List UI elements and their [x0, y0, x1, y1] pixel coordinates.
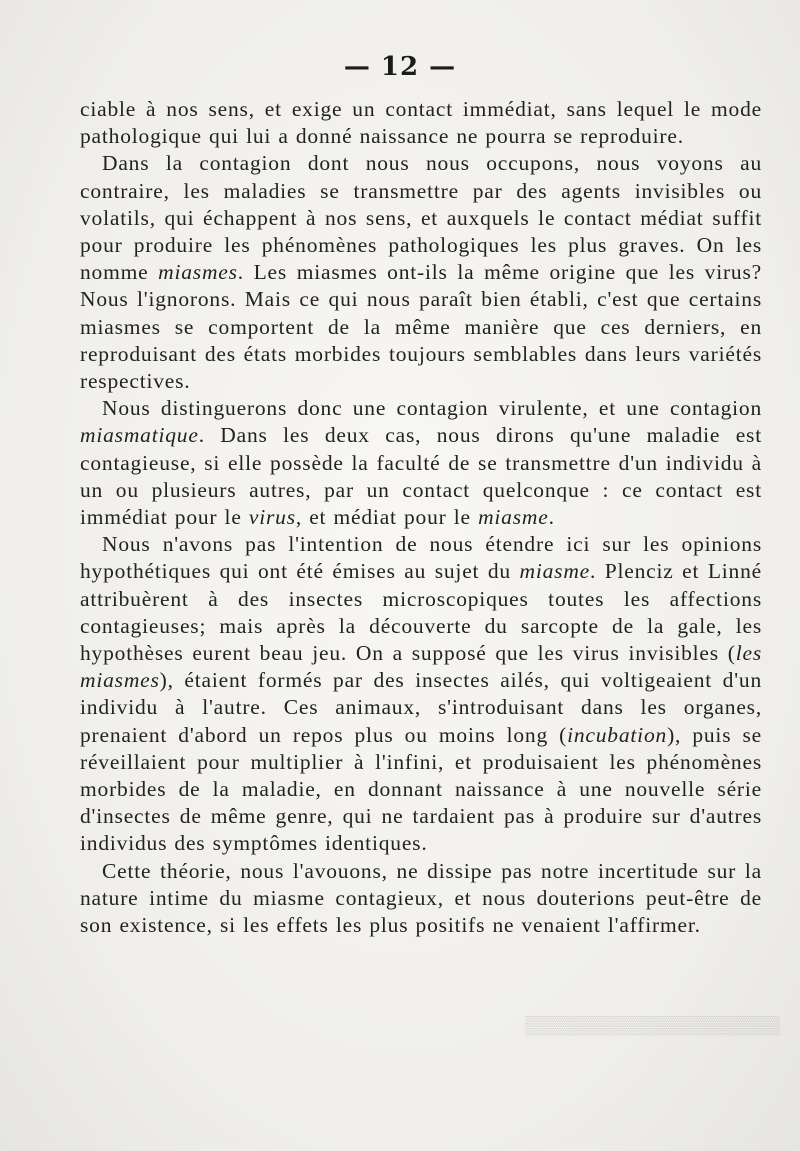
text-run: .: [548, 505, 555, 530]
text-run: , et médiat pour le: [295, 505, 479, 530]
paragraph: [80, 395, 762, 531]
italic-term: miasme: [519, 559, 591, 584]
text-run: . Les miasmes ont-ils la même origine que les virus? Nous l'ignorons. Mais ce qui nous paraît bien établi, c'est que certains miasmes se comportent de la même manière que ces derniers, en reproduisant des états morbides toujours semblables dans leurs variétés respectives.: [80, 260, 762, 394]
paragraph: [80, 150, 762, 395]
body-text: [80, 96, 762, 939]
text-run: Dans la contagion dont nous nous occupons, nous voyons au contraire, les maladies se transmettre par des agents invisibles ou volatils, qui échappent à nos sens, et auxquels le contact médiat suffit pour produire les phénomènes pathologiques les plus graves. On les nomme: [80, 151, 762, 285]
text-run: Nous n'avons pas l'intention de nous étendre ici sur les opinions hypothétiques qui ont été émises au sujet du: [80, 532, 762, 584]
italic-term: miasmatique: [80, 423, 199, 448]
text-run: ciable à nos sens, et exige un contact immédiat, sans lequel le mode pathologique qui lui a donné naissance ne pourra se reproduire.: [80, 97, 762, 149]
page-number: — 12 —: [343, 52, 457, 82]
text-run: ), puis se réveillaient pour multiplier à l'infini, et produisaient les phénomènes morbides de la maladie, en donnant naissance à une nouvelle série d'insectes de même genre, qui ne tardaient pas à produire sur d'autres individus des symptômes identiques.: [80, 722, 762, 856]
italic-term: virus: [248, 505, 296, 530]
italic-term: incubation: [567, 722, 668, 747]
paragraph: [80, 858, 762, 940]
paragraph: [80, 96, 762, 150]
text-run: . Plenciz et Linné attribuèrent à des insectes microscopiques toutes les affections contagieuses; mais après la découverte du sarcopte de la gale, les hypothèses eurent beau jeu. On a supposé que les virus invisibles (: [80, 559, 762, 666]
italic-term: miasmes: [158, 260, 238, 285]
italic-term: miasme: [478, 505, 549, 530]
paragraph: [80, 531, 762, 857]
show-through-texture: ▒▒▒▒▒▒▒▒▒▒▒▒▒▒▒▒▒▒▒▒: [524, 1015, 780, 1035]
text-run: Cette théorie, nous l'avouons, ne dissipe pas notre incertitude sur la nature intime du miasme contagieux, et nous douterions peut-être de son existence, si les effets les plus positifs ne venaient l'affirmer.: [80, 858, 762, 938]
text-run: . Dans les deux cas, nous dirons qu'une maladie est contagieuse, si elle possède la faculté de se transmettre d'un individu à un ou plusieurs autres, par un contact quelconque : ce contact est immédiat pour le: [80, 423, 762, 530]
italic-term: les miasmes: [80, 641, 762, 693]
text-run: ), étaient formés par des insectes ailés, qui voltigeaient d'un individu à l'autre. Ces animaux, s'introduisant dans les organes, prenaient d'abord un repos plus ou moins long (: [80, 668, 762, 747]
text-run: Nous distinguerons donc une contagion virulente, et une contagion: [102, 396, 762, 421]
